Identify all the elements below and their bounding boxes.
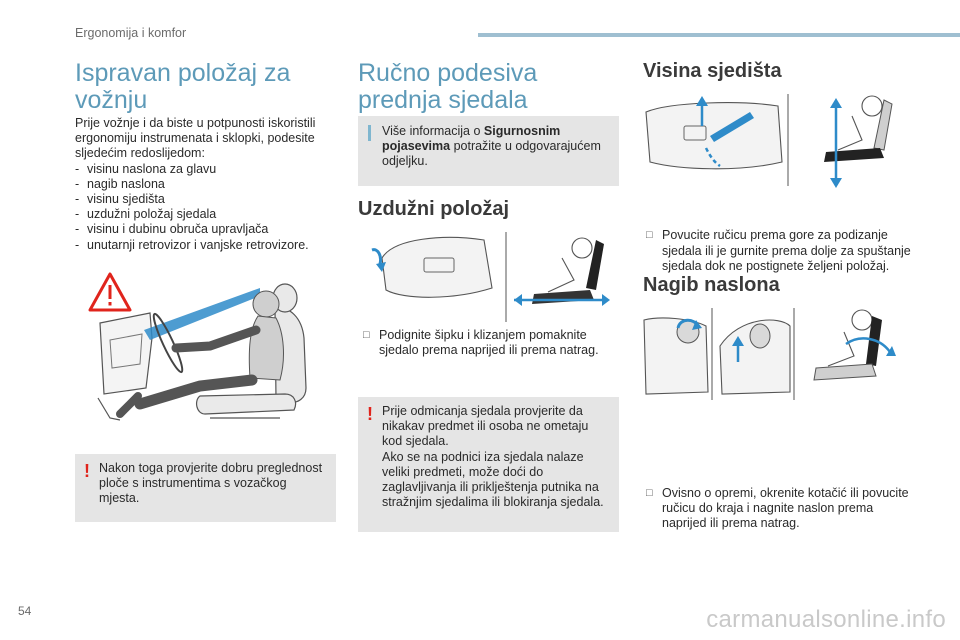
list-item: - visinu i dubinu obruča upravljača xyxy=(75,222,335,237)
checkbox-bullet-icon: □ xyxy=(363,329,370,341)
bullet-backrest-text: Ovisno o opremi, okrenite kotačić ili povucite ručicu do kraja i nagnite naslon prema naprijed ili prema natrag. xyxy=(662,486,909,531)
info-text-bold: Sigurnosnim pojasevima xyxy=(382,124,561,154)
heading-longitudinal-position: Uzdužni položaj xyxy=(358,198,510,220)
bullet-seat-height-text: Povucite ručicu prema gore za podizanje sjedala ili je gurnite prema dolje za spuštanje sjedala dok ne postignete željeni položaj. xyxy=(662,228,911,273)
warning-mark-icon: ! xyxy=(367,404,373,424)
warning-line-2: Ako se na podnici iza sjedala nalaze veliki predmeti, može doći do zaglavljivanja ili priklještenja putnika na stražnjim sjedalima ili blokiranja sjedala. xyxy=(382,449,604,510)
heading-manual-front-seats: Ručno podesiva prednja sjedala xyxy=(358,59,538,114)
intro-text: Prije vožnje i da biste u potpunosti iskoristili ergonomiju instrumenata i sklopki, podesite sljedećim redoslijedom: xyxy=(75,116,316,161)
page-number: 54 xyxy=(18,604,32,618)
checkbox-bullet-icon: □ xyxy=(646,229,653,242)
header-accent-bar xyxy=(478,33,960,37)
info-note-seatbelts xyxy=(358,116,619,186)
driving-position-illustration xyxy=(80,268,330,438)
bullet-longitudinal xyxy=(363,328,629,358)
heading-seat-height: Visina sjedišta xyxy=(643,60,782,82)
backrest-angle-illustration xyxy=(640,306,896,402)
adjustment-order-list xyxy=(75,162,335,253)
watermark: carmanualsonline.info xyxy=(706,606,946,633)
info-mark-icon xyxy=(368,125,371,141)
list-item: - visinu naslona za glavu xyxy=(75,162,335,177)
list-item: - visinu sjedišta xyxy=(75,192,335,207)
list-item: - uzdužni položaj sjedala xyxy=(75,207,335,222)
info-text-pre: Više informacija o xyxy=(382,124,484,138)
checkbox-bullet-icon: □ xyxy=(646,487,653,500)
bullet-longitudinal-text: Podignite šipku i klizanjem pomaknite sjedalo prema naprijed ili prema natrag. xyxy=(379,328,599,358)
warning-note-visibility xyxy=(75,454,336,522)
warning-mark-icon: ! xyxy=(84,461,90,481)
heading-backrest-angle: Nagib naslona xyxy=(643,274,780,296)
warning-note-text: Nakon toga provjerite dobru preglednost ploče s instrumentima s vozačkog mjesta. xyxy=(99,461,323,506)
list-item: - nagib naslona xyxy=(75,177,335,192)
bullet-seat-height xyxy=(646,228,912,274)
longitudinal-adjustment-illustration xyxy=(364,228,614,324)
warning-line-1: Prije odmicanja sjedala provjerite da nikakav predmet ili osoba ne ometaju kod sjedala. xyxy=(382,404,589,449)
bullet-backrest xyxy=(646,486,912,532)
list-item: - unutarnji retrovizor i vanjske retrovizore. xyxy=(75,238,335,253)
info-text-post: potražite u odgovarajućem odjeljku. xyxy=(382,139,601,169)
heading-correct-driving-position: Ispravan položaj za vožnju xyxy=(75,59,291,114)
warning-note-seat-movement xyxy=(358,397,619,532)
seat-height-illustration xyxy=(640,92,896,188)
section-header-title: Ergonomija i komfor xyxy=(75,26,187,40)
intro-paragraph xyxy=(75,116,335,253)
